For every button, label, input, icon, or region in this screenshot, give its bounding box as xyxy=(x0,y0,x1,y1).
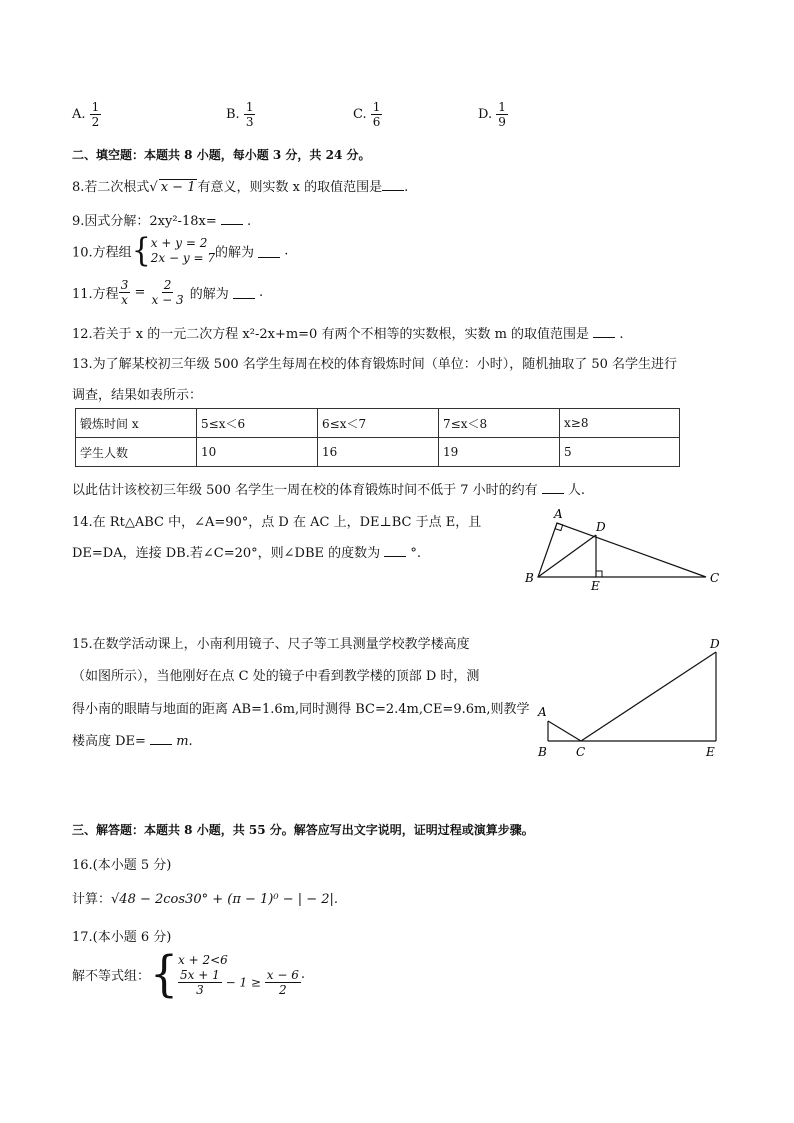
right-angle-mark-e xyxy=(596,571,602,577)
q11-rnum: 2 xyxy=(163,278,172,292)
option-b xyxy=(226,100,255,129)
question-13-line1: 13.为了解某校初三年级 500 名学生每周在校的体育锻炼时间（单位：小时），随机抽取了 50 名学生进行 xyxy=(72,357,678,372)
q10-eq1: x + y = 2 xyxy=(150,236,208,250)
q17-ineq1: x + 2<6 xyxy=(178,953,228,967)
q8-answer-blank xyxy=(382,178,404,191)
section2-heading: 二、填空题：本题共 8 小题，每小题 3 分，共 24 分。 xyxy=(72,148,371,162)
option-a-num: 1 xyxy=(91,100,100,114)
question-15-line4 xyxy=(72,730,193,749)
q16-expr-pre: 计算： xyxy=(72,892,112,907)
label-a: A xyxy=(538,705,547,719)
table-cell: 锻炼时间 x xyxy=(76,409,197,438)
table-row xyxy=(76,409,680,438)
q17-lden: 3 xyxy=(196,983,204,997)
q11-pre: 11.方程 xyxy=(72,287,119,302)
label-b: B xyxy=(525,571,534,585)
question-13-line2: 调查，结果如表所示： xyxy=(72,388,203,403)
option-d-num: 1 xyxy=(498,100,506,114)
q11-answer-blank xyxy=(233,286,255,299)
table-row xyxy=(76,438,680,467)
q15-figure xyxy=(530,632,730,762)
q14-line2-text: DE=DA，连接 DB.若∠C=20°，则∠DBE 的度数为 xyxy=(72,546,381,561)
q15-answer-blank xyxy=(150,732,172,745)
q11-right-fraction xyxy=(150,278,186,307)
option-d-label: D. xyxy=(478,107,493,122)
q10-answer-blank xyxy=(258,245,280,258)
q10-system xyxy=(151,236,215,266)
question-17-body xyxy=(72,945,306,1002)
table-cell: 19 xyxy=(439,438,560,467)
question-16-title: 16.(本小题 5 分) xyxy=(72,858,172,873)
q10-pre: 10.方程组 xyxy=(72,245,132,261)
table-cell: x≥8 xyxy=(560,409,680,438)
table-cell: 5 xyxy=(560,438,680,467)
option-c-fraction xyxy=(371,100,383,129)
table-cell: 10 xyxy=(197,438,318,467)
option-a-fraction xyxy=(90,100,102,129)
q11-lnum: 3 xyxy=(120,278,129,292)
option-d-fraction xyxy=(496,100,508,129)
table-cell: 学生人数 xyxy=(76,438,197,467)
option-b-label: B. xyxy=(226,107,240,122)
q10-post: 的解为 xyxy=(214,245,254,261)
q12-text: 12.若关于 x 的一元二次方程 x²-2x+m=0 有两个不相等的实数根，实数 m 的取值范围是 xyxy=(72,327,590,342)
q10-brace: { xyxy=(131,231,151,270)
q11-left-fraction xyxy=(119,278,131,307)
question-9: 9.因式分解：2xy²-18x= . xyxy=(72,214,252,229)
option-b-num: 1 xyxy=(245,100,254,114)
option-a-label: A. xyxy=(72,107,86,122)
q11-rden: x − 3 xyxy=(151,293,184,307)
label-e: E xyxy=(706,745,715,759)
q16-expression: √48 − 2cos30° + (π − 1)⁰ − | − 2|. xyxy=(111,892,339,907)
question-17-title: 17.(本小题 6 分) xyxy=(72,930,172,945)
q13-answer-blank xyxy=(542,481,564,494)
q10-eq2: 2x − y = 7 xyxy=(150,251,215,265)
q8-pre: 8.若二次根式 xyxy=(72,180,150,195)
question-15-line1: 15.在数学活动课上，小南利用镜子、尺子等工具测量学校教学楼高度 xyxy=(72,637,470,652)
label-e: E xyxy=(591,579,600,593)
label-c: C xyxy=(576,745,586,759)
q8-radical: √ x − 1 xyxy=(149,180,196,195)
option-c-num: 1 xyxy=(372,100,381,114)
question-14-line1: 14.在 Rt△ABC 中，∠A=90°，点 D 在 AC 上，DE⊥BC 于点 E，且 xyxy=(72,515,482,530)
q14-line2-end: °. xyxy=(410,546,422,561)
option-a-den: 2 xyxy=(91,115,100,129)
question-15-line3: 得小南的眼睛与地面的距离 AB=1.6m,同时测得 BC=2.4m,CE=9.6m,则教学 xyxy=(72,702,530,717)
q12-answer-blank xyxy=(593,325,615,338)
q17-system xyxy=(178,952,301,997)
option-d xyxy=(478,100,508,129)
segment-ac xyxy=(548,721,581,741)
question-13-line3 xyxy=(72,479,585,498)
q15-line4-end: m. xyxy=(176,734,193,749)
q14-answer-blank xyxy=(384,544,406,557)
table-cell: 5≤x＜6 xyxy=(197,409,318,438)
option-c xyxy=(353,100,382,129)
label-b: B xyxy=(538,745,547,759)
segment-db xyxy=(538,535,596,577)
q17-lnum: 5x + 1 xyxy=(180,968,220,982)
option-b-den: 3 xyxy=(245,115,254,129)
question-14-line2 xyxy=(72,542,421,561)
question-8: 8.若二次根式√ x − 1 有意义，则实数 x 的取值范围是 . xyxy=(72,180,409,195)
q8-radicand: x − 1 xyxy=(160,180,196,195)
table-cell: 6≤x＜7 xyxy=(318,409,439,438)
label-c: C xyxy=(710,571,720,585)
q17-pre: 解不等式组： xyxy=(72,969,151,984)
q11-lden: x xyxy=(121,293,128,307)
q9-answer-blank xyxy=(221,212,243,225)
q13-line3-end: 人. xyxy=(567,483,586,498)
segment-cd xyxy=(581,652,716,741)
q11-equals: = xyxy=(134,285,146,300)
option-c-label: C. xyxy=(353,107,367,122)
option-a xyxy=(72,100,101,129)
right-angle-mark-a xyxy=(555,523,563,531)
label-d: D xyxy=(596,520,606,534)
q8-post: 有意义，则实数 x 的取值范围是 xyxy=(197,180,383,195)
q17-rnum: x − 6 xyxy=(266,968,299,982)
q13-line3-text: 以此估计该校初三年级 500 名学生一周在校的体育锻炼时间不低于 7 小时的约有 xyxy=(72,483,538,498)
option-d-den: 9 xyxy=(498,115,506,129)
option-c-den: 6 xyxy=(372,115,381,129)
q11-post: 的解为 xyxy=(189,287,229,302)
question-11: 11.方程 $\frac{3}{x}$ = $\frac{2}{x - 3}$ 的解为 . xyxy=(72,278,264,307)
q9-text: 9.因式分解：2xy²-18x= xyxy=(72,214,217,229)
question-16-expr xyxy=(72,888,338,907)
table-cell: 16 xyxy=(318,438,439,467)
q17-ineq2 xyxy=(178,968,301,997)
q17-right-fraction xyxy=(265,968,301,997)
question-10: 10.方程组{ x + y = 2 2x − y = 7 的解为 . xyxy=(72,231,289,270)
q13-table xyxy=(75,408,680,467)
q15-line4-text: 楼高度 DE= xyxy=(72,734,146,749)
q14-figure xyxy=(520,505,730,595)
q17-brace: { xyxy=(150,945,179,1002)
q17-mid: − 1 ≥ xyxy=(225,975,261,990)
q17-post: . xyxy=(300,967,306,982)
label-d: D xyxy=(710,637,720,651)
triangle-abc xyxy=(538,523,706,577)
label-a: A xyxy=(554,507,563,521)
table-cell: 7≤x＜8 xyxy=(439,409,560,438)
option-b-fraction xyxy=(244,100,256,129)
q17-rden: 2 xyxy=(279,983,287,997)
question-12: 12.若关于 x 的一元二次方程 x²-2x+m=0 有两个不相等的实数根，实数 m 的取值范围是 . xyxy=(72,327,624,342)
question-15-line2: （如图所示），当他刚好在点 C 处的镜子中看到教学楼的顶部 D 时，测 xyxy=(72,669,480,684)
section3-heading: 三、解答题：本题共 8 小题，共 55 分。解答应写出文字说明，证明过程或演算步骤。 xyxy=(72,823,534,837)
q17-left-fraction xyxy=(178,968,222,997)
